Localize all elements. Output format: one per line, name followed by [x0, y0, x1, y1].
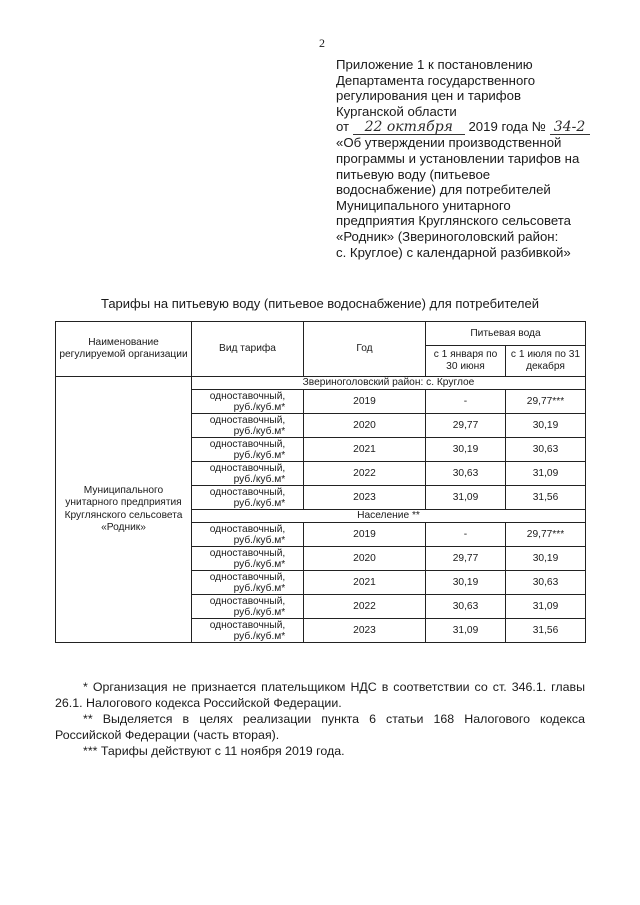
value-h2: 31,09: [506, 462, 586, 486]
year-cell: 2023: [304, 619, 426, 643]
appendix-line: Департамента государственного: [336, 72, 536, 88]
header-tariff-type: Вид тарифа: [192, 322, 304, 377]
year-cell: 2021: [304, 571, 426, 595]
resolution-title-line: Муниципального унитарного: [336, 197, 511, 213]
value-h1: 31,09: [426, 619, 506, 643]
resolution-title-line: предприятия Круглянского сельсовета: [336, 213, 571, 229]
tariff-type: одноставочный, руб./куб.м*: [192, 390, 304, 414]
footnote: *** Тарифы действуют с 11 ноября 2019 года.: [83, 744, 345, 758]
value-h1: 30,19: [426, 438, 506, 462]
tariff-type: одноставочный, руб./куб.м*: [192, 523, 304, 547]
year-cell: 2020: [304, 547, 426, 571]
appendix-line: Приложение 1 к постановлению: [336, 57, 533, 72]
year-cell: 2022: [304, 595, 426, 619]
date-middle: 2019 года №: [468, 119, 546, 135]
tariff-type: одноставочный, руб./куб.м*: [192, 547, 304, 571]
header-year: Год: [304, 322, 426, 377]
value-h1: 29,77: [426, 414, 506, 438]
header-period-2: с 1 июля по 31 декабря: [506, 346, 586, 377]
tariff-type: одноставочный, руб./куб.м*: [192, 438, 304, 462]
section-title: Население **: [192, 510, 586, 523]
date-prefix: от: [336, 119, 350, 135]
year-cell: 2021: [304, 438, 426, 462]
tariff-table: [55, 321, 586, 643]
value-h1: 30,63: [426, 595, 506, 619]
table-title: Тарифы на питьевую воду (питьевое водоснабжение) для потребителей: [100, 296, 540, 311]
value-h2: 29,77***: [506, 390, 586, 414]
value-h1: 31,09: [426, 486, 506, 510]
header-period-1: с 1 января по 30 июня: [426, 346, 506, 377]
section-title: Звериноголовский район: с. Круглое: [192, 377, 586, 390]
tariff-type: одноставочный, руб./куб.м*: [192, 486, 304, 510]
appendix-line: Курганской области: [336, 103, 457, 119]
resolution-title-line: «Родник» (Звериноголовский район:: [336, 228, 559, 244]
header-org: Наименование регулируемой организации: [56, 322, 192, 377]
value-h1: 29,77: [426, 547, 506, 571]
year-cell: 2023: [304, 486, 426, 510]
value-h1: -: [426, 523, 506, 547]
year-cell: 2022: [304, 462, 426, 486]
value-h2: 30,63: [506, 438, 586, 462]
year-cell: 2019: [304, 523, 426, 547]
value-h1: -: [426, 390, 506, 414]
value-h1: 30,19: [426, 571, 506, 595]
tariff-type: одноставочный, руб./куб.м*: [192, 619, 304, 643]
value-h2: 30,19: [506, 414, 586, 438]
value-h2: 31,09: [506, 595, 586, 619]
footnotes: [55, 679, 585, 759]
header-drinking-water: Питьевая вода: [426, 322, 586, 346]
page-number: 2: [319, 36, 325, 50]
footnote: * Организация не признается плательщиком НДС в соответствии со ст. 346.1. главы 26.1. Налогового кодекса Российской Федерации.: [55, 680, 585, 710]
value-h2: 31,56: [506, 619, 586, 643]
tariff-type: одноставочный, руб./куб.м*: [192, 462, 304, 486]
value-h2: 31,56: [506, 486, 586, 510]
appendix-line: регулирования цен и тарифов: [336, 88, 521, 104]
year-cell: 2019: [304, 390, 426, 414]
tariff-type: одноставочный, руб./куб.м*: [192, 595, 304, 619]
handwritten-number: 34-2: [550, 121, 590, 135]
organization-name: Муниципального унитарного предприятия Круглянского сельсовета «Родник»: [56, 377, 192, 643]
resolution-title-line: питьевую воду (питьевое: [336, 166, 491, 182]
resolution-title-line: с. Круглое) с календарной разбивкой»: [336, 244, 571, 260]
resolution-title-line: программы и установлении тарифов на: [336, 150, 580, 166]
resolution-title-line: «Об утверждении производственной: [336, 135, 562, 151]
value-h1: 30,63: [426, 462, 506, 486]
tariff-type: одноставочный, руб./куб.м*: [192, 414, 304, 438]
year-cell: 2020: [304, 414, 426, 438]
handwritten-date: 22 октября: [353, 121, 465, 135]
value-h2: 30,19: [506, 547, 586, 571]
value-h2: 29,77***: [506, 523, 586, 547]
appendix-header: [336, 57, 604, 260]
footnote: ** Выделяется в целях реализации пункта 6 статьи 168 Налогового кодекса Российской Федерации (часть вторая).: [55, 712, 585, 742]
tariff-type: одноставочный, руб./куб.м*: [192, 571, 304, 595]
value-h2: 30,63: [506, 571, 586, 595]
date-number-line: [336, 119, 604, 135]
resolution-title-line: водоснабжение) для потребителей: [336, 182, 551, 198]
